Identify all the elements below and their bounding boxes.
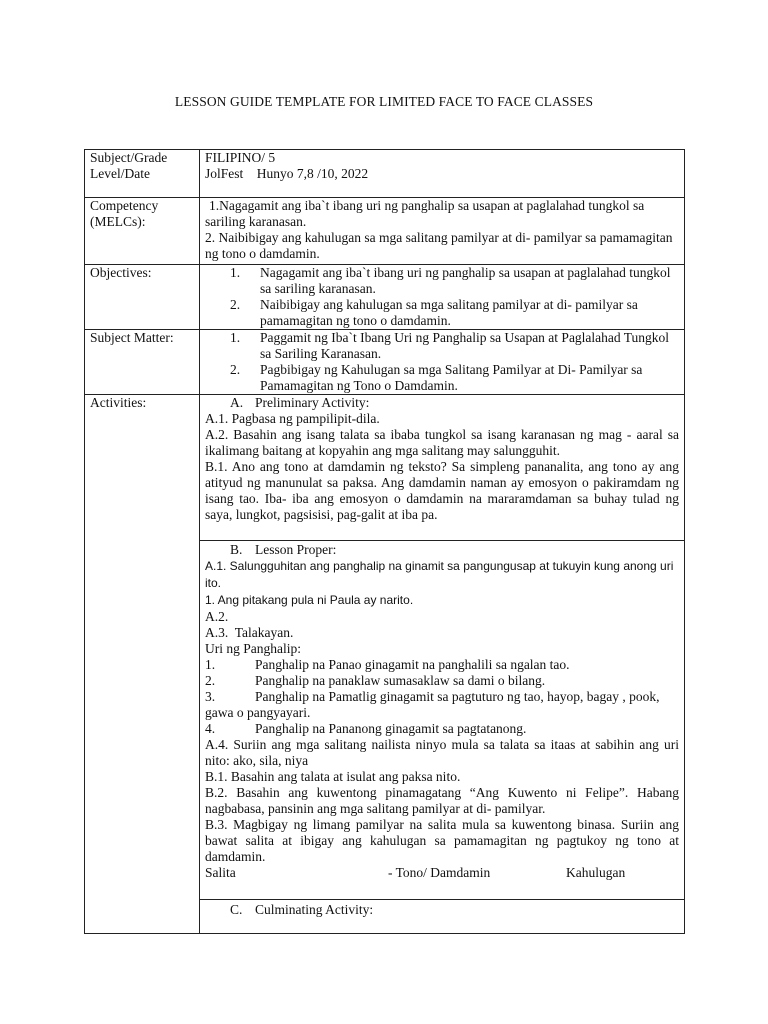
preliminary-b1: B.1. Ano ang tono at damdamin ng teksto? Sa simpleng pananalita, ang tono ay ang atityud ng manunulat sa paksa. Ang damdamin naman ay emosyon o pakiramdam ng isang tao. Iba- iba ang emosyon o damdamin na mararamdaman sa buhay tulad ng saya, lungkot, pagsisisi, pag-galit at iba pa.	[205, 459, 679, 522]
subject-matter-item: 1. Paggamit ng Iba`t Ibang Uri ng Panghalip sa Usapan at Paglalahad Tungkol sa Sariling Karanasan.	[230, 330, 670, 361]
objectives-row	[85, 265, 685, 330]
competency-cell	[200, 198, 685, 265]
subject-row	[85, 150, 685, 198]
uri-item: 2. Panghalip na panaklaw sumasaklaw sa dami o bilang.	[205, 673, 546, 688]
objective-item: 1. Nagagamit ang iba`t ibang uri ng panghalip sa usapan at paglalahad tungkol sa sariling karanasan.	[230, 265, 671, 296]
preliminary-a1: A.1. Pagbasa ng pampilipit-dila.	[205, 411, 380, 426]
competency-item-1: 1.Nagagamit ang iba`t ibang uri ng panghalip sa usapan at paglalahad tungkol sa sariling karanasan.	[205, 198, 645, 229]
column-kahulugan: Kahulugan	[566, 865, 626, 880]
subject-label: Subject/Grade Level/Date	[85, 150, 200, 198]
preliminary-heading: A. Preliminary Activity:	[230, 395, 370, 410]
lesson-a3: A.3. Talakayan.	[205, 625, 294, 640]
culminating-heading: C. Culminating Activity:	[230, 902, 374, 917]
lesson-proper-cell	[200, 541, 685, 900]
lesson-a4: A.4. Suriin ang mga salitang nailista ninyo mula sa talata sa itaas at sabihin ang uri nito: ako, sila, niya	[205, 737, 679, 768]
objectives-cell	[200, 265, 685, 330]
uri-heading: Uri ng Panghalip:	[205, 641, 301, 656]
objectives-list	[205, 265, 679, 329]
lesson-b2: B.2. Basahin ang kuwentong pinamagatang “Ang Kuwento ni Felipe”. Habang nagbabasa, pansinin ang mga salitang pamilyar at di- pamilyar.	[205, 785, 679, 816]
subject-matter-list	[205, 330, 679, 394]
subject-matter-item: 2. Pagbibigay ng Kahulugan sa mga Salitang Pamilyar at Di- Pamilyar sa Pamamagitan ng Tono o Damdamin.	[230, 362, 643, 393]
uri-item: 3. Panghalip na Pamatlig ginagamit sa pagtuturo ng tao, hayop, bagay , pook, gawa o pangyayari.	[205, 689, 660, 720]
lesson-a2: A.2.	[205, 609, 229, 624]
objectives-label: Objectives:	[85, 265, 200, 330]
competency-item-2: 2. Naibibigay ang kahulugan sa mga salitang pamilyar at di- pamilyar sa pamamagitan ng tono o damdamin.	[205, 230, 673, 261]
preliminary-activity-cell	[200, 395, 685, 541]
subject-value-cell	[200, 150, 685, 198]
uri-item: 1. Panghalip na Panao ginagamit na panghalili sa ngalan tao.	[205, 657, 570, 672]
lesson-b1: B.1. Basahin ang talata at isulat ang paksa nito.	[205, 769, 461, 784]
lesson-guide-table	[84, 149, 685, 934]
subject-matter-label: Subject Matter:	[85, 330, 200, 395]
subject-date: JolFest Hunyo 7,8 /10, 2022	[205, 166, 369, 181]
lesson-proper-heading: B. Lesson Proper:	[230, 542, 337, 557]
subject-matter-cell	[200, 330, 685, 395]
objective-item: 2. Naibibigay ang kahulugan sa mga salitang pamilyar at di- pamilyar sa pamamagitan ng tono o damdamin.	[230, 297, 638, 328]
preliminary-a2: A.2. Basahin ang isang talata sa ibaba tungkol sa isang karanasan ng mag - aaral sa ikalimang baitang at kopyahin ang mga salitang may salungguhit.	[205, 427, 679, 458]
lesson-a1: A.1. Salungguhitan ang panghalip na ginamit sa pangungusap at tukuyin kung anong uri ito.	[205, 559, 674, 590]
lesson-example: 1. Ang pitakang pula ni Paula ay narito.	[205, 593, 414, 607]
document-title: LESSON GUIDE TEMPLATE FOR LIMITED FACE TO FACE CLASSES	[174, 94, 594, 109]
competency-row	[85, 198, 685, 265]
uri-item: 4. Panghalip na Pananong ginagamit sa pagtatanong.	[205, 721, 527, 736]
competency-label: Competency (MELCs):	[85, 198, 200, 265]
column-tono-damdamin: - Tono/ Damdamin	[388, 865, 491, 880]
culminating-cell	[200, 900, 685, 934]
activities-label: Activities:	[85, 395, 200, 934]
subject-matter-row	[85, 330, 685, 395]
column-salita: Salita	[205, 865, 236, 880]
lesson-b3: B.3. Magbigay ng limang pamilyar na salita mula sa kuwentong binasa. Suriin ang bawat salita at ibigay ang kahulugan sa pamamagitan ng pagtukoy ng tono at damdamin.	[205, 817, 679, 864]
activities-row	[85, 395, 685, 541]
subject-grade: FILIPINO/ 5	[205, 150, 276, 165]
salita-columns-row	[205, 865, 679, 881]
